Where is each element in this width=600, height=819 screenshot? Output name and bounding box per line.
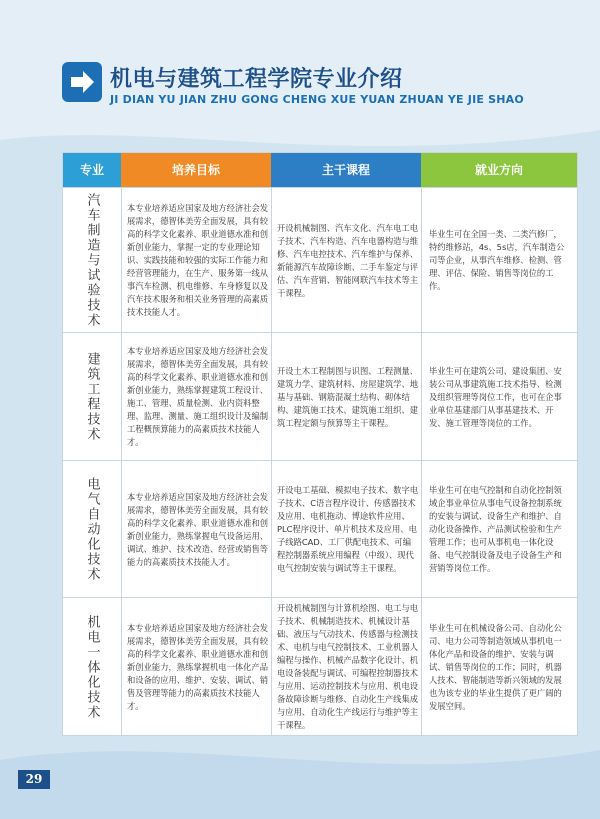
table-row (63, 460, 577, 598)
career-text: 毕业生可在建筑公司、建设集团、安装公司从事建筑施工技术指导、检测及组织管理等岗位工作，也可在企事业单位基建部门从事基建技术、开发、施工管理等岗位的工作。 (429, 365, 562, 428)
goal-text: 本专业培养适应国家及地方经济社会发展需求，德智体美劳全面发展，具有较高的科学文化素养、职业道德水准和创新创业能力，掌握一定的专业理论知识、实践技能和较强的实际工作能力和经营管理能力，在生产、服务第一线从事汽车检测、机电维修、车身修复以及汽车技术服务和相关业务管理的高素质技术技能人才。 (127, 203, 269, 317)
courses-text: 开设电工基础、模拟电子技术、数字电子技术、C语言程序设计、传感器技术及应用、电机拖动、博途软件应用、PLC程序设计、单片机技术及应用、电子线路CAD、工厂供配电技术、可编程控制器系统应用编程（中级）、现代电气控制安装与调试等主干课程。 (277, 485, 419, 573)
header-career: 就业方向 (421, 153, 577, 187)
goal-text: 本专业培养适应国家及地方经济社会发展需求，德智体美劳全面发展，具有较高的科学文化素养、职业道德水准和创新创业能力，熟练掌握机电一体化产品和设备的应用、维护、安装、调试、销售及管理等能力的高素质技术技能人才。 (127, 622, 269, 711)
goal-text: 本专业培养适应国家及地方经济社会发展需求，德智体美劳全面发展，具有较高的科学文化素养、职业道德水准和创新创业能力，熟练掌握电气设备运用、调试、维护、技术改造、经营或销售等能力的高素质技术技能人才。 (127, 491, 269, 567)
column-divider (421, 187, 422, 735)
column-divider (271, 187, 272, 735)
goal-text: 本专业培养适应国家及地方经济社会发展需求，德智体美劳全面发展，具有较高的科学文化素养、职业道德水准和创新创业能力，熟练掌握建筑工程设计、施工、管理、质量检测、业内资料整理、监理、测量、施工组织设计及编制工程概预算能力的高素质技术技能人才。 (127, 346, 269, 447)
courses-text: 开设机械制图、汽车文化、汽车电工电子技术、汽车构造、汽车电器构造与维修、汽车电控技术、汽车维护与保养、新能源汽车故障诊断、二手车鉴定与评估、汽车营销、智能网联汽车技术等主干课程。 (277, 222, 419, 298)
header-major: 专业 (63, 153, 121, 187)
arrow-right-icon (62, 62, 102, 102)
page-number: 29 (18, 770, 50, 789)
courses-text: 开设机械制图与计算机绘图、电工与电子技术、机械制造技术、机械设计基础、液压与气动技术、传感器与检测技术、电机与电气控制技术、工业机器人编程与操作、机械产品数字化设计、机电设备装配与调试、可编程控制器技术与应用、运动控制技术与应用、机电设备故障诊断与维修、自动化生产线集成与应用、自动化生产线运行与维护等主干课程。 (277, 603, 419, 730)
career-text: 毕业生可在全国一类、二类汽修厂，特约维修站，4s、5s店，汽车制造公司等企业，从事汽车维修、检测、管理、评估、保险、销售等岗位的工作。 (429, 229, 565, 291)
table-row (63, 597, 577, 736)
career-text: 毕业生可在电气控制和自动化控制领域企事业单位从事电气设备控制系统的安装与调试、设备生产和维护、自动化设备操作、产品测试检验和生产管理工作；也可从事机电一体化设备、电气控制设备及电子设备生产和营销等岗位工作。 (429, 485, 562, 573)
page-title: 机电与建筑工程学院专业介绍 (110, 66, 403, 92)
table-row (63, 332, 577, 461)
major-name: 机电一体化技术 (84, 614, 100, 720)
major-table (62, 152, 578, 736)
major-name: 电气自动化技术 (84, 477, 100, 582)
page-header (62, 62, 582, 110)
header-goal: 培养目标 (121, 153, 271, 187)
page-subtitle: JI DIAN YU JIAN ZHU GONG CHENG XUE YUAN ZHUAN YE JIE SHAO (110, 93, 524, 106)
career-text: 毕业生可在机械设备公司、自动化公司、电力公司等制造领域从事机电一体化产品和设备的维护、安装与调试、销售等岗位的工作；同时，机器人技术、智能制造等新兴领域的发展也为该专业的毕业生提供了更广阔的发展空间。 (429, 622, 562, 711)
major-name: 建筑工程技术 (84, 352, 100, 442)
header-courses: 主干课程 (271, 153, 421, 187)
column-divider (121, 187, 122, 735)
courses-text: 开设土木工程制图与识图、工程测量、建筑力学、建筑材料、房屋建筑学、地基与基础、钢筋混凝土结构、砌体结构、建筑施工技术、建筑施工组织、建筑工程定额与预算等主干课程。 (277, 365, 419, 428)
major-name: 汽车制造与试验技术 (84, 193, 100, 328)
table-row (63, 187, 577, 333)
